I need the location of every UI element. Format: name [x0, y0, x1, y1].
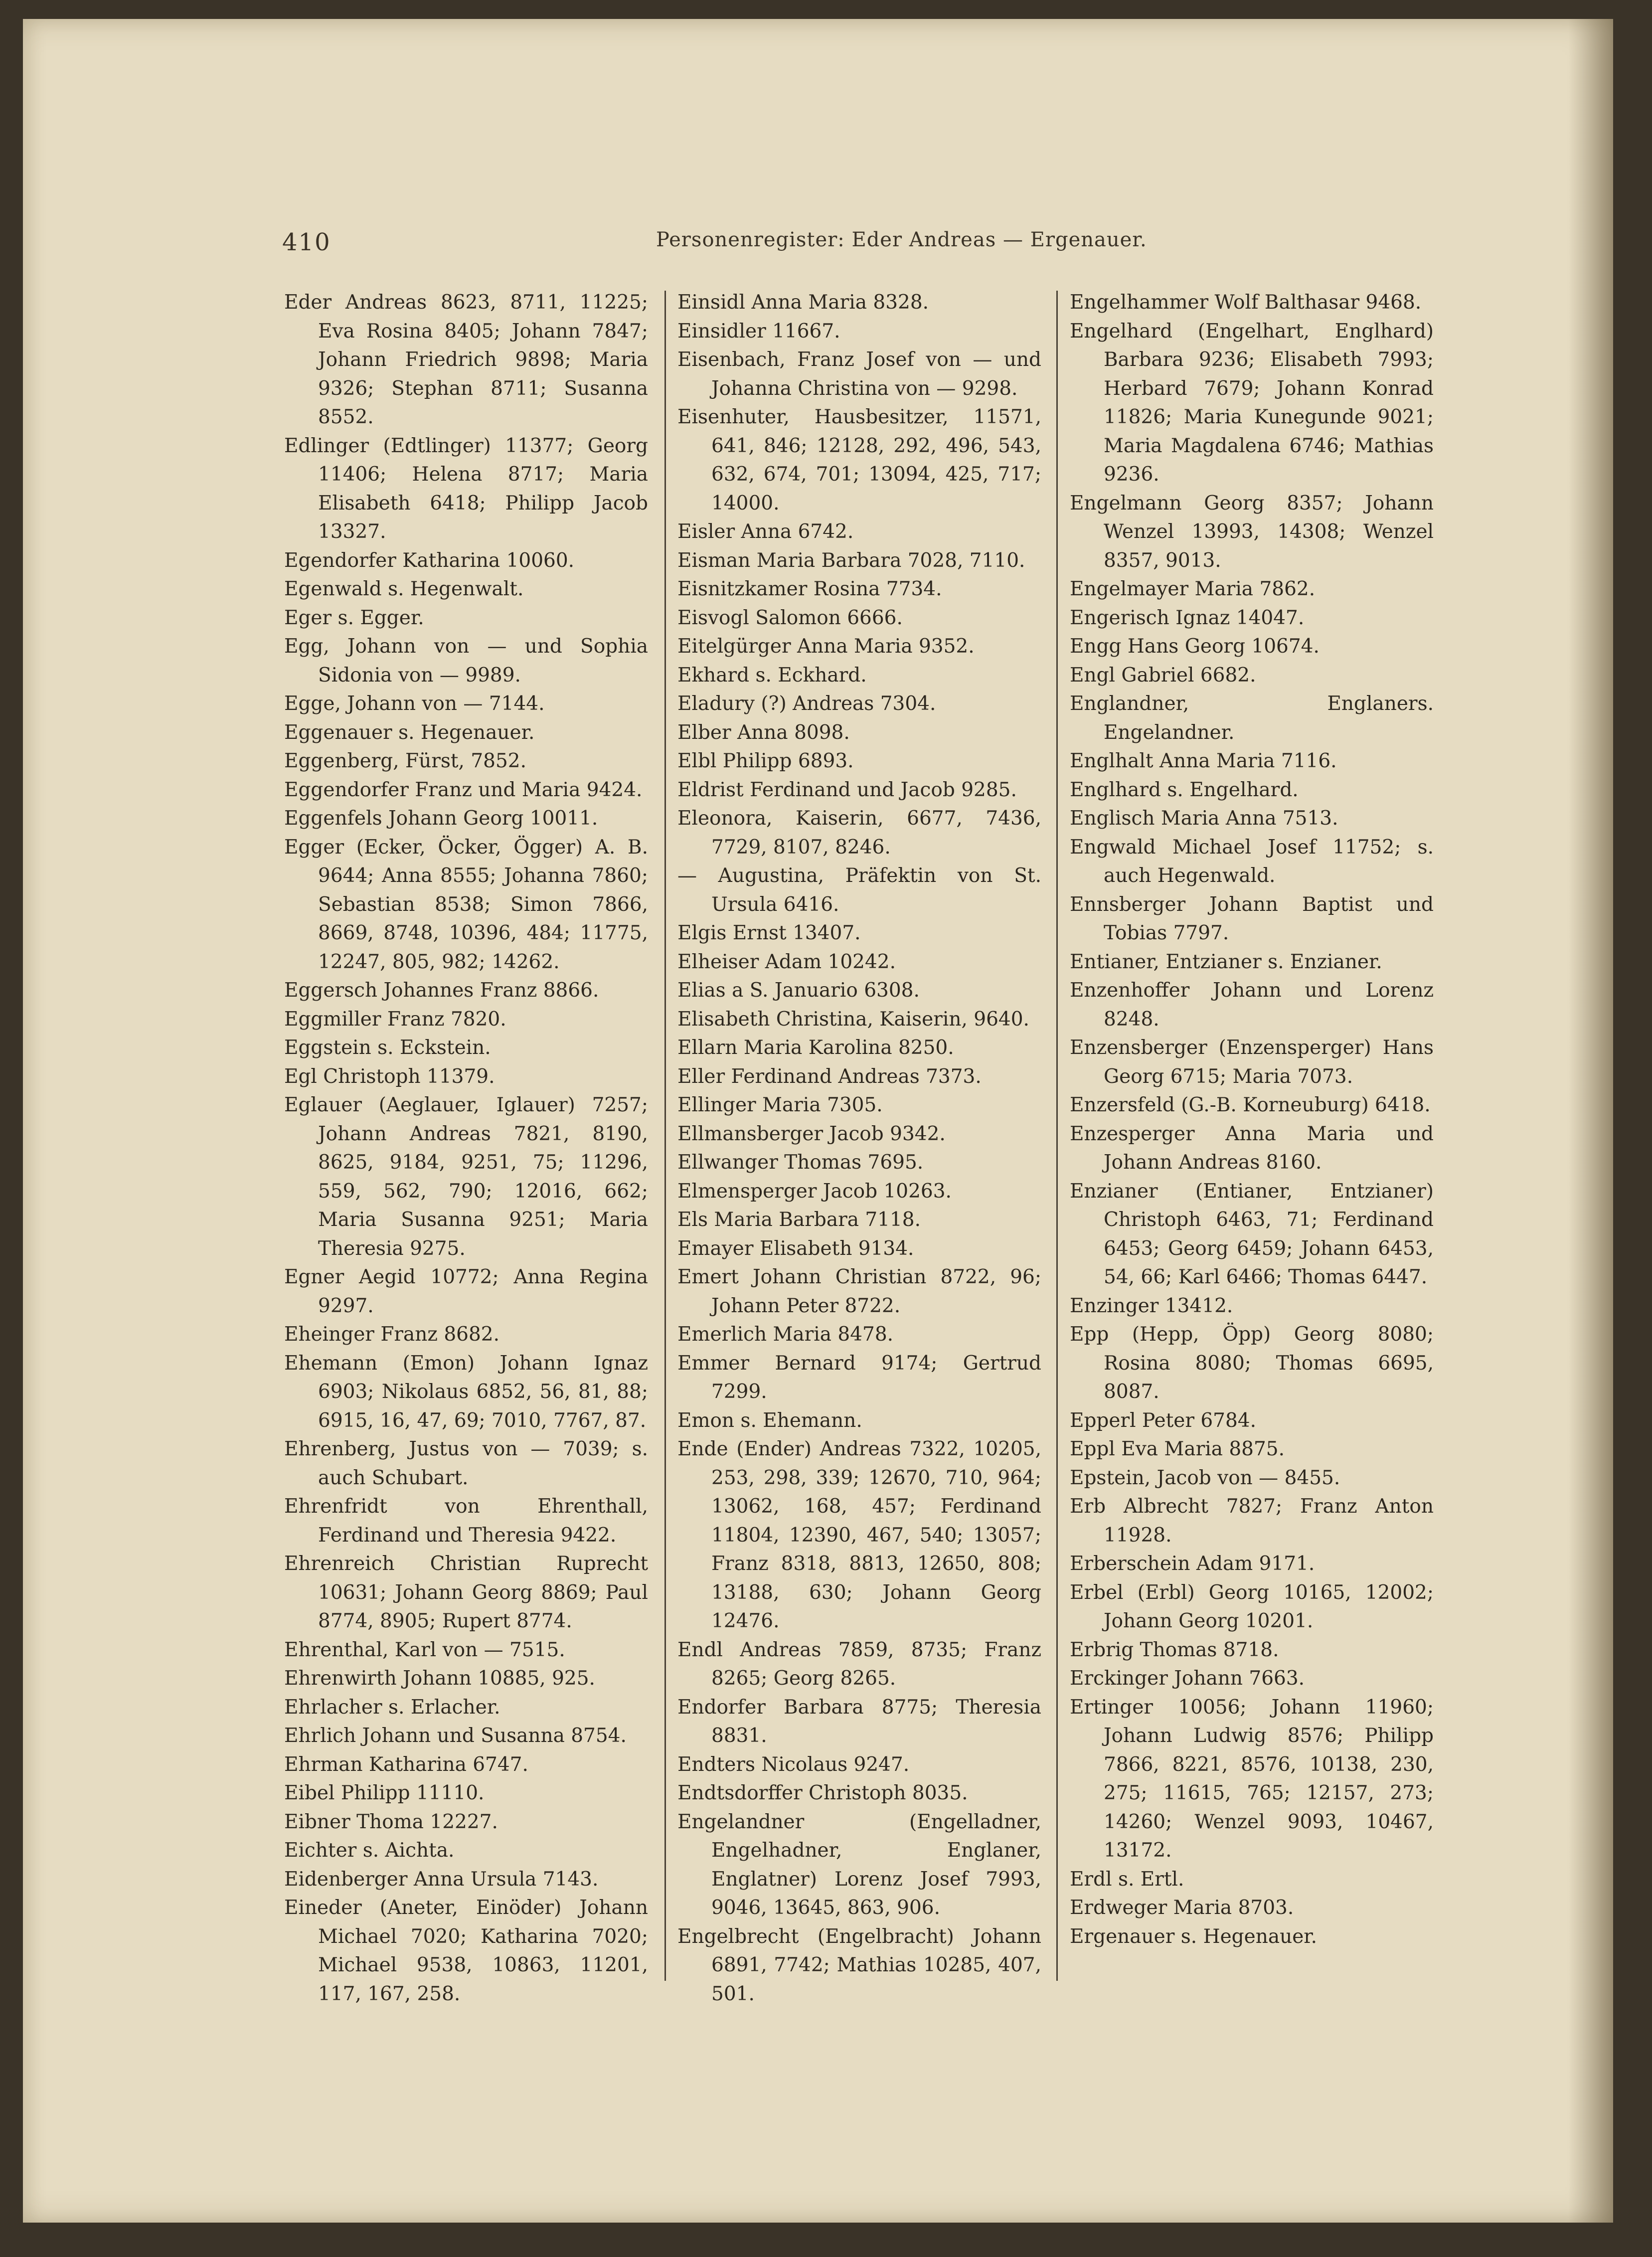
index-entry: — Augustina, Präfektin von St. Ursula 6416. [677, 865, 1041, 916]
index-entry: Egger (Ecker, Öcker, Ögger) A. B. 9644; Anna 8555; Johanna 7860; Sebastian 8538; Simon 7866, 8669, 8748, 10396, 484; 11775, 12247, 805, 982; 14262. [284, 836, 648, 973]
index-entry: Eldrist Ferdinand und Jacob 9285. [677, 778, 1017, 801]
index-entry: Enzersfeld (G.-B. Korneuburg) 6418. [1070, 1094, 1431, 1116]
page-header [23, 228, 1613, 263]
index-entry: Els Maria Barbara 7118. [677, 1209, 921, 1231]
index-entry: Einsidl Anna Maria 8328. [677, 291, 929, 314]
index-entry: Ehrlich Johann und Susanna 8754. [284, 1725, 627, 1747]
index-entry: Eidenberger Anna Ursula 7143. [284, 1868, 599, 1891]
index-entry: Eppl Eva Maria 8875. [1070, 1438, 1285, 1460]
index-entry: Egl Christoph 11379. [284, 1065, 495, 1088]
index-entry: Enzinger 13412. [1070, 1294, 1233, 1317]
index-entry: Enzianer (Entianer, Entzianer) Christoph 6463, 71; Ferdinand 6453; Georg 6459; Johann 6453, 54, 66; Karl 6466; Thomas 6447. [1070, 1180, 1434, 1288]
index-entry: Engl Gabriel 6682. [1070, 664, 1256, 687]
index-entry: Engelbrecht (Engelbracht) Johann 6891, 7742; Mathias 10285, 407, 501. [677, 1925, 1041, 2005]
index-column-3 [1070, 288, 1434, 1951]
index-entry: Erbel (Erbl) Georg 10165, 12002; Johann Georg 10201. [1070, 1581, 1434, 1632]
index-entry: Epp (Hepp, Öpp) Georg 8080; Rosina 8080; Thomas 6695, 8087. [1070, 1323, 1434, 1403]
index-entry: Egner Aegid 10772; Anna Regina 9297. [284, 1266, 648, 1317]
column-divider [664, 291, 666, 1981]
index-entry: Ehrlacher s. Erlacher. [284, 1696, 500, 1719]
index-column-2 [677, 288, 1041, 2008]
index-entry: Ennsberger Johann Baptist und Tobias 7797. [1070, 893, 1434, 944]
index-entry: Eisler Anna 6742. [677, 521, 854, 543]
index-entry: Eisnitzkamer Rosina 7734. [677, 578, 942, 600]
index-entry: Engelhammer Wolf Balthasar 9468. [1070, 291, 1422, 314]
index-entry: Engerisch Ignaz 14047. [1070, 606, 1305, 629]
index-entry: Eleonora, Kaiserin, 6677, 7436, 7729, 8107, 8246. [677, 807, 1041, 859]
index-entry: Epperl Peter 6784. [1070, 1409, 1257, 1432]
index-entry: Eggersch Johannes Franz 8866. [284, 979, 599, 1002]
index-entry: Elbl Philipp 6893. [677, 750, 854, 772]
index-entry: Engelhard (Engelhart, Englhard) Barbara 9236; Elisabeth 7993; Herbard 7679; Johann Konrad 11826; Maria Kunegunde 9021; Maria Magdalena 6746; Mathias 9236. [1070, 320, 1434, 486]
index-entry: Ende (Ender) Andreas 7322, 10205, 253, 298, 339; 12670, 710, 964; 13062, 168, 457; Ferdinand 11804, 12390, 467, 540; 13057; Franz 8318, 8813, 12650, 808; 13188, 630; Johann Georg 12476. [677, 1438, 1041, 1632]
index-entry: Eisman Maria Barbara 7028, 7110. [677, 549, 1025, 572]
index-entry: Enzensberger (Enzensperger) Hans Georg 6715; Maria 7073. [1070, 1037, 1434, 1088]
index-entry: Eisenbach, Franz Josef von — und Johanna Christina von — 9298. [677, 348, 1041, 400]
index-entry: Edlinger (Edtlinger) 11377; Georg 11406; Helena 8717; Maria Elisabeth 6418; Philipp Jacob 13327. [284, 434, 648, 543]
index-entry: Endorfer Barbara 8775; Theresia 8831. [677, 1696, 1041, 1747]
index-entry: Ehrenfridt von Ehrenthall, Ferdinand und Theresia 9422. [284, 1495, 648, 1547]
index-entry: Eggstein s. Eckstein. [284, 1037, 491, 1059]
index-entry: Ehrenwirth Johann 10885, 925. [284, 1667, 595, 1690]
index-entry: Ellarn Maria Karolina 8250. [677, 1037, 954, 1059]
index-entry: Enzenhoffer Johann und Lorenz 8248. [1070, 979, 1434, 1031]
index-entry: Ellinger Maria 7305. [677, 1094, 883, 1116]
index-entry: Eibel Philipp 11110. [284, 1782, 485, 1804]
index-entry: Elmensperger Jacob 10263. [677, 1180, 952, 1203]
index-entry: Egendorfer Katharina 10060. [284, 549, 575, 572]
index-entry: Eitelgürger Anna Maria 9352. [677, 635, 975, 658]
index-entry: Elber Anna 8098. [677, 721, 850, 744]
index-entry: Ellwanger Thomas 7695. [677, 1151, 924, 1174]
index-entry: Eggenauer s. Hegenauer. [284, 721, 535, 744]
index-entry: Eheinger Franz 8682. [284, 1323, 500, 1346]
index-entry: Elisabeth Christina, Kaiserin, 9640. [677, 1008, 1029, 1031]
index-column-1 [284, 288, 648, 2008]
index-entry: Einsidler 11667. [677, 320, 840, 343]
page-number: 410 [282, 228, 331, 256]
index-entry: Eglauer (Aeglauer, Iglauer) 7257; Johann Andreas 7821, 8190, 8625, 9184, 9251, 75; 11296, 559, 562, 790; 12016, 662; Maria Susanna 9251; Maria Theresia 9275. [284, 1094, 648, 1260]
index-entry: Ehrenberg, Justus von — 7039; s. auch Schubart. [284, 1438, 648, 1489]
index-entry: Ehemann (Emon) Johann Ignaz 6903; Nikolaus 6852, 56, 81, 88; 6915, 16, 47, 69; 7010, 7767, 87. [284, 1352, 648, 1432]
index-entry: Englhalt Anna Maria 7116. [1070, 750, 1337, 772]
index-entry: Eggenfels Johann Georg 10011. [284, 807, 598, 830]
index-entry: Elias a S. Januario 6308. [677, 979, 920, 1002]
index-entry: Engelandner (Engelladner, Engelhadner, Englaner, Englatner) Lorenz Josef 7993, 9046, 13645, 863, 906. [677, 1810, 1041, 1919]
index-entry: Erdl s. Ertl. [1070, 1868, 1184, 1891]
index-entry: Egge, Johann von — 7144. [284, 693, 545, 715]
index-entry: Ellmansberger Jacob 9342. [677, 1122, 946, 1145]
index-entry: Ehrenreich Christian Ruprecht 10631; Johann Georg 8869; Paul 8774, 8905; Rupert 8774. [284, 1553, 648, 1632]
index-entry: Ehrman Katharina 6747. [284, 1753, 528, 1776]
index-entry: Erberschein Adam 9171. [1070, 1553, 1315, 1575]
index-entry: Endtsdorffer Christoph 8035. [677, 1782, 968, 1804]
index-entry: Eibner Thoma 12227. [284, 1810, 498, 1833]
index-entry: Eisvogl Salomon 6666. [677, 606, 903, 629]
index-entry: Egenwald s. Hegenwalt. [284, 578, 524, 600]
index-entry: Emayer Elisabeth 9134. [677, 1237, 914, 1260]
index-entry: Emon s. Ehemann. [677, 1409, 862, 1432]
page-gutter-shadow [1568, 19, 1613, 2223]
index-entry: Ehrenthal, Karl von — 7515. [284, 1638, 565, 1661]
index-entry: Ertinger 10056; Johann 11960; Johann Ludwig 8576; Philipp 7866, 8221, 8576, 10138, 230, 275; 11615, 765; 12157, 273; 14260; Wenzel 9093, 10467, 13172. [1070, 1696, 1434, 1862]
index-entry: Endl Andreas 7859, 8735; Franz 8265; Georg 8265. [677, 1638, 1041, 1690]
index-entry: Englisch Maria Anna 7513. [1070, 807, 1338, 830]
index-entry: Eggenberg, Fürst, 7852. [284, 750, 526, 772]
index-entry: Englhard s. Engelhard. [1070, 778, 1299, 801]
index-entry: Engg Hans Georg 10674. [1070, 635, 1320, 658]
book-page [23, 19, 1613, 2223]
column-divider [1056, 291, 1058, 1981]
index-entry: Emert Johann Christian 8722, 96; Johann Peter 8722. [677, 1266, 1041, 1317]
index-entry: Elheiser Adam 10242. [677, 950, 896, 973]
index-entry: Eggendorfer Franz und Maria 9424. [284, 778, 643, 801]
index-entry: Engelmayer Maria 7862. [1070, 578, 1316, 600]
index-entry: Eineder (Aneter, Einöder) Johann Michael 7020; Katharina 7020; Michael 9538, 10863, 11201, 117, 167, 258. [284, 1897, 648, 2005]
index-entry: Emerlich Maria 8478. [677, 1323, 894, 1346]
index-entry: Erckinger Johann 7663. [1070, 1667, 1305, 1690]
index-entry: Endters Nicolaus 9247. [677, 1753, 910, 1776]
index-entry: Engelmann Georg 8357; Johann Wenzel 13993, 14308; Wenzel 8357, 9013. [1070, 492, 1434, 572]
index-entry: Englandner, Englaners. Engelandner. [1070, 693, 1434, 744]
index-entry: Ekhard s. Eckhard. [677, 664, 867, 687]
index-entry: Eder Andreas 8623, 8711, 11225; Eva Rosina 8405; Johann 7847; Johann Friedrich 9898; Maria 9326; Stephan 8711; Susanna 8552. [284, 291, 648, 428]
index-entry: Eggmiller Franz 7820. [284, 1008, 506, 1031]
index-entry: Ergenauer s. Hegenauer. [1070, 1925, 1318, 1948]
index-entry: Engwald Michael Josef 11752; s. auch Hegenwald. [1070, 836, 1434, 887]
index-entry: Erb Albrecht 7827; Franz Anton 11928. [1070, 1495, 1434, 1547]
index-entry: Eller Ferdinand Andreas 7373. [677, 1065, 982, 1088]
index-entry: Enzesperger Anna Maria und Johann Andreas 8160. [1070, 1122, 1434, 1174]
index-entry: Erbrig Thomas 8718. [1070, 1638, 1279, 1661]
index-entry: Erdweger Maria 8703. [1070, 1897, 1294, 1919]
running-title: Personenregister: Eder Andreas — Ergenauer. [656, 228, 1147, 251]
index-entry: Egg, Johann von — und Sophia Sidonia von — 9989. [284, 635, 648, 687]
index-entry: Elgis Ernst 13407. [677, 922, 861, 944]
index-entry: Eisenhuter, Hausbesitzer, 11571, 641, 846; 12128, 292, 496, 543, 632, 674, 701; 13094, 425, 717; 14000. [677, 406, 1041, 515]
index-entry: Epstein, Jacob von — 8455. [1070, 1466, 1340, 1489]
index-entry: Eger s. Egger. [284, 606, 424, 629]
index-entry: Eladury (?) Andreas 7304. [677, 693, 936, 715]
index-entry: Eichter s. Aichta. [284, 1839, 455, 1862]
index-entry: Entianer, Entzianer s. Enzianer. [1070, 950, 1382, 973]
index-entry: Emmer Bernard 9174; Gertrud 7299. [677, 1352, 1041, 1403]
